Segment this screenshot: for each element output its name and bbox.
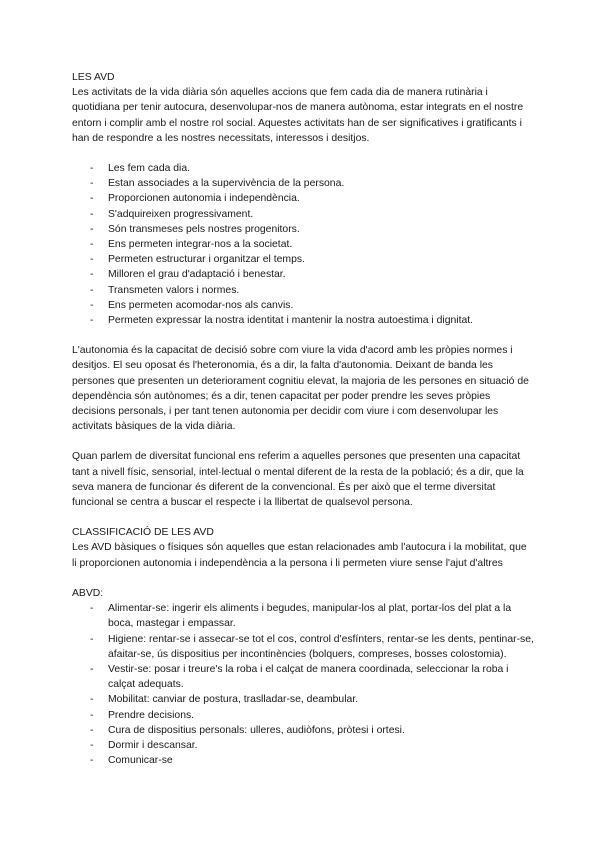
list-item-text: Transmeten valors i normes. bbox=[108, 284, 240, 296]
list-item bbox=[72, 267, 534, 282]
dash-bullet: - bbox=[90, 694, 94, 706]
list-item bbox=[72, 723, 534, 738]
list-item-text: Permeten expressar la nostra identitat i mantenir la nostra autoestima i dignitat. bbox=[108, 315, 474, 327]
autonomy-paragraph: L'autonomia és la capacitat de decisió sobre com viure la vida d'acord amb les pròpies normes i desitjos. El seu oposat és l'heteronomia, és a dir, la falta d'autonomia. Deixant de banda les persones que presenten un deteriorament cognitiu elevat, la majoria de les persones en situació de dependència són autònomes; és a dir, tenen capacitat per poder prendre les seves pròpies decisions personals, i per tant tenen autonomia per decidir com viure i com desenvolupar les activitats bàsiques de la vida diària. bbox=[72, 345, 529, 433]
list-item bbox=[72, 692, 534, 707]
list-item bbox=[72, 313, 534, 328]
list-item-text: Estan associades a la supervivència de la persona. bbox=[108, 178, 345, 190]
dash-bullet: - bbox=[90, 269, 94, 281]
dash-bullet: - bbox=[90, 709, 94, 721]
list-item-text: Alimentar-se: ingerir els aliments i begudes, manipular-los al plat, portar-los del plat a la boca, mastegar i empassar. bbox=[108, 603, 512, 630]
list-item-text: Cura de dispositius personals: ulleres, audiòfons, pròtesi i ortesi. bbox=[108, 724, 405, 736]
list-item bbox=[72, 708, 534, 723]
dash-bullet: - bbox=[90, 193, 94, 205]
characteristics-list bbox=[72, 161, 534, 328]
list-item-text: S'adquireixen progressivament. bbox=[108, 208, 254, 220]
dash-bullet: - bbox=[90, 178, 94, 190]
spacer bbox=[72, 571, 534, 586]
list-item-text: Ens permeten acomodar-nos als canvis. bbox=[108, 299, 294, 311]
list-item bbox=[72, 601, 534, 631]
dash-bullet: - bbox=[90, 223, 94, 235]
section-heading-les-avd: LES AVD bbox=[72, 72, 115, 83]
dash-bullet: - bbox=[90, 603, 94, 615]
dash-bullet: - bbox=[90, 239, 94, 251]
list-item bbox=[72, 738, 534, 753]
list-item-text: Comunicar-se bbox=[108, 755, 173, 767]
list-item-text: Ens permeten integrar-nos a la societat. bbox=[108, 239, 293, 251]
list-item bbox=[72, 298, 534, 313]
list-item bbox=[72, 222, 534, 237]
list-item bbox=[72, 753, 534, 768]
list-item-text: Les fem cada dia. bbox=[108, 163, 191, 175]
list-item-text: Vestir-se: posar i treure's la roba i el calçat de manera coordinada, seleccionar la roba i calçat adequats. bbox=[108, 663, 509, 691]
dash-bullet: - bbox=[90, 208, 94, 220]
dash-bullet: - bbox=[90, 299, 94, 311]
list-item-text: Milloren el grau d'adaptació i benestar. bbox=[108, 269, 286, 281]
spacer bbox=[72, 146, 534, 161]
list-item bbox=[72, 662, 534, 692]
spacer bbox=[72, 434, 534, 449]
document-page bbox=[72, 70, 534, 768]
list-item-text: Higiene: rentar-se i assecar-se tot el cos, control d'esfínters, rentar-se les dents, pentinar-se, afaitar-se, ús dispositius per incontinències (bolquers, compreses, bosses colostomia). bbox=[108, 633, 534, 660]
list-item bbox=[72, 283, 534, 298]
list-item bbox=[72, 207, 534, 222]
list-item bbox=[72, 237, 534, 252]
classification-intro-paragraph: Les AVD bàsiques o físiques són aquelles que estan relacionades amb l'autocura i la mobilitat, que li proporcionen autonomia i independència a la persona i li permeten viure sense l'ajut d'altres bbox=[72, 542, 527, 569]
list-item bbox=[72, 191, 534, 206]
list-item bbox=[72, 632, 534, 662]
dash-bullet: - bbox=[90, 724, 94, 736]
abvd-label: ABVD: bbox=[72, 587, 104, 599]
dash-bullet: - bbox=[90, 755, 94, 767]
list-item-text: Proporcionen autonomia i independència. bbox=[108, 193, 300, 205]
list-item bbox=[72, 252, 534, 267]
list-item-text: Prendre decisions. bbox=[108, 709, 195, 721]
dash-bullet: - bbox=[90, 254, 94, 266]
dash-bullet: - bbox=[90, 633, 94, 645]
avd-intro-paragraph: Les activitats de la vida diària són aquelles accions que fem cada dia de manera rutinària i quotidiana per tenir autocura, desenvolupar-nos de manera autònoma, estar integrats en el nostre entorn i complir amb el nostre rol social. Aquestes activitats han de ser significatives i gratificants i han de respondre a les nostres necessitats, interessos i desitjos. bbox=[72, 87, 524, 144]
list-item-text: Mobilitat: canviar de postura, traslladar-se, deambular. bbox=[108, 694, 359, 706]
list-item-text: Permeten estructurar i organitzar el temps. bbox=[108, 254, 305, 266]
list-item bbox=[72, 161, 534, 176]
dash-bullet: - bbox=[90, 163, 94, 175]
spacer bbox=[72, 510, 534, 525]
abvd-list bbox=[72, 601, 534, 768]
dash-bullet: - bbox=[90, 739, 94, 751]
list-item-text: Són transmeses pels nostres progenitors. bbox=[108, 223, 300, 235]
dash-bullet: - bbox=[90, 663, 94, 675]
dash-bullet: - bbox=[90, 284, 94, 296]
spacer bbox=[72, 328, 534, 343]
list-item bbox=[72, 176, 534, 191]
dash-bullet: - bbox=[90, 315, 94, 327]
list-item-text: Dormir i descansar. bbox=[108, 739, 198, 751]
functional-diversity-paragraph: Quan parlem de diversitat funcional ens referim a aquelles persones que presenten una capacitat tant a nivell físic, sensorial, intel·lectual o mental diferent de la resta de la població; és a dir, que la seva manera de funcionar és diferent de la convencional. És per això que el terme diversitat funcional se centra a buscar el respecte i la llibertat de qualsevol persona. bbox=[72, 451, 524, 509]
section-heading-classificacio: CLASSIFICACIÓ DE LES AVD bbox=[72, 527, 214, 539]
